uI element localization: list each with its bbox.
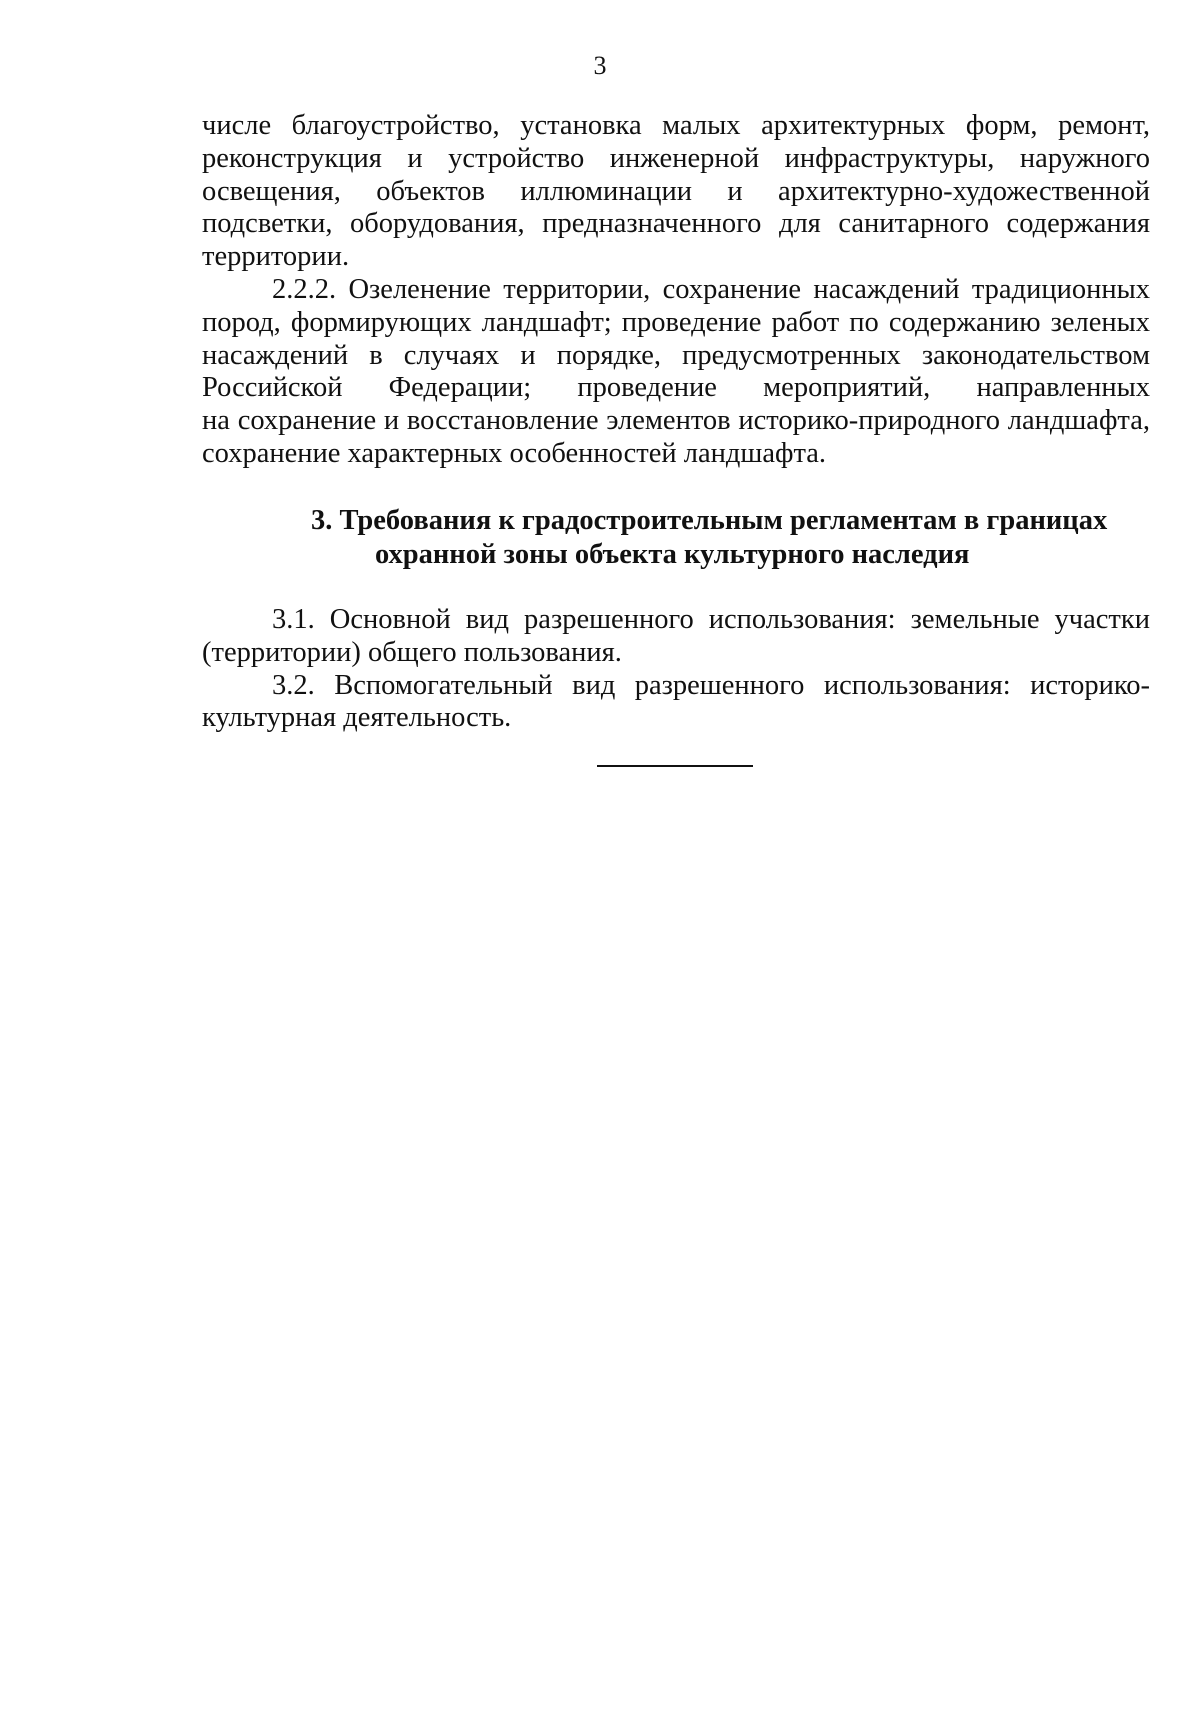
page-number: 3 — [593, 51, 607, 80]
clause-2-2-2-line-6: сохранение характерных особенностей ландшафта. — [202, 437, 827, 469]
clause-3-2-line-1: 3.2. Вспомогательный вид разрешенного использования: историко- — [272, 669, 1150, 701]
clause-2-2-2-line-1: 2.2.2. Озеленение территории, сохранение насаждений традиционных — [272, 273, 1150, 305]
clause-3-2-line-2: культурная деятельность. — [202, 702, 512, 734]
continuation-line-5: территории. — [202, 241, 350, 273]
end-of-text-rule — [597, 765, 753, 767]
continuation-line-4: подсветки, оборудования, предназначенного для санитарного содержания — [202, 208, 1150, 240]
clause-2-2-2-line-4: Российской Федерации; проведение мероприятий, направленных — [202, 372, 1150, 404]
section-2-text — [202, 110, 1150, 471]
section-3-heading-line-2: охранной зоны объекта культурного наследия — [375, 538, 970, 570]
continuation-line-3: освещения, объектов иллюминации и архитектурно-художественной — [202, 175, 1150, 207]
section-3-heading-line-1: 3. Требования к градостроительным регламентам в границах — [311, 505, 1108, 536]
continuation-line-1: числе благоустройство, установка малых архитектурных форм, ремонт, — [202, 110, 1150, 141]
clause-3-1-line-1: 3.1. Основной вид разрешенного использования: земельные участки — [272, 604, 1150, 635]
clause-2-2-2-line-3: насаждений в случаях и порядке, предусмотренных законодательством — [202, 339, 1150, 371]
clause-2-2-2-line-2: пород, формирующих ландшафт; проведение работ по содержанию зеленых — [202, 306, 1150, 338]
continuation-line-2: реконструкция и устройство инженерной инфраструктуры, наружного — [202, 142, 1150, 174]
section-3-heading — [0, 504, 1200, 571]
clause-3-1-line-2: (территории) общего пользования. — [202, 636, 622, 668]
section-3-text — [202, 604, 1150, 735]
clause-2-2-2-line-5: на сохранение и восстановление элементов историко-природного ландшафта, — [202, 405, 1150, 437]
